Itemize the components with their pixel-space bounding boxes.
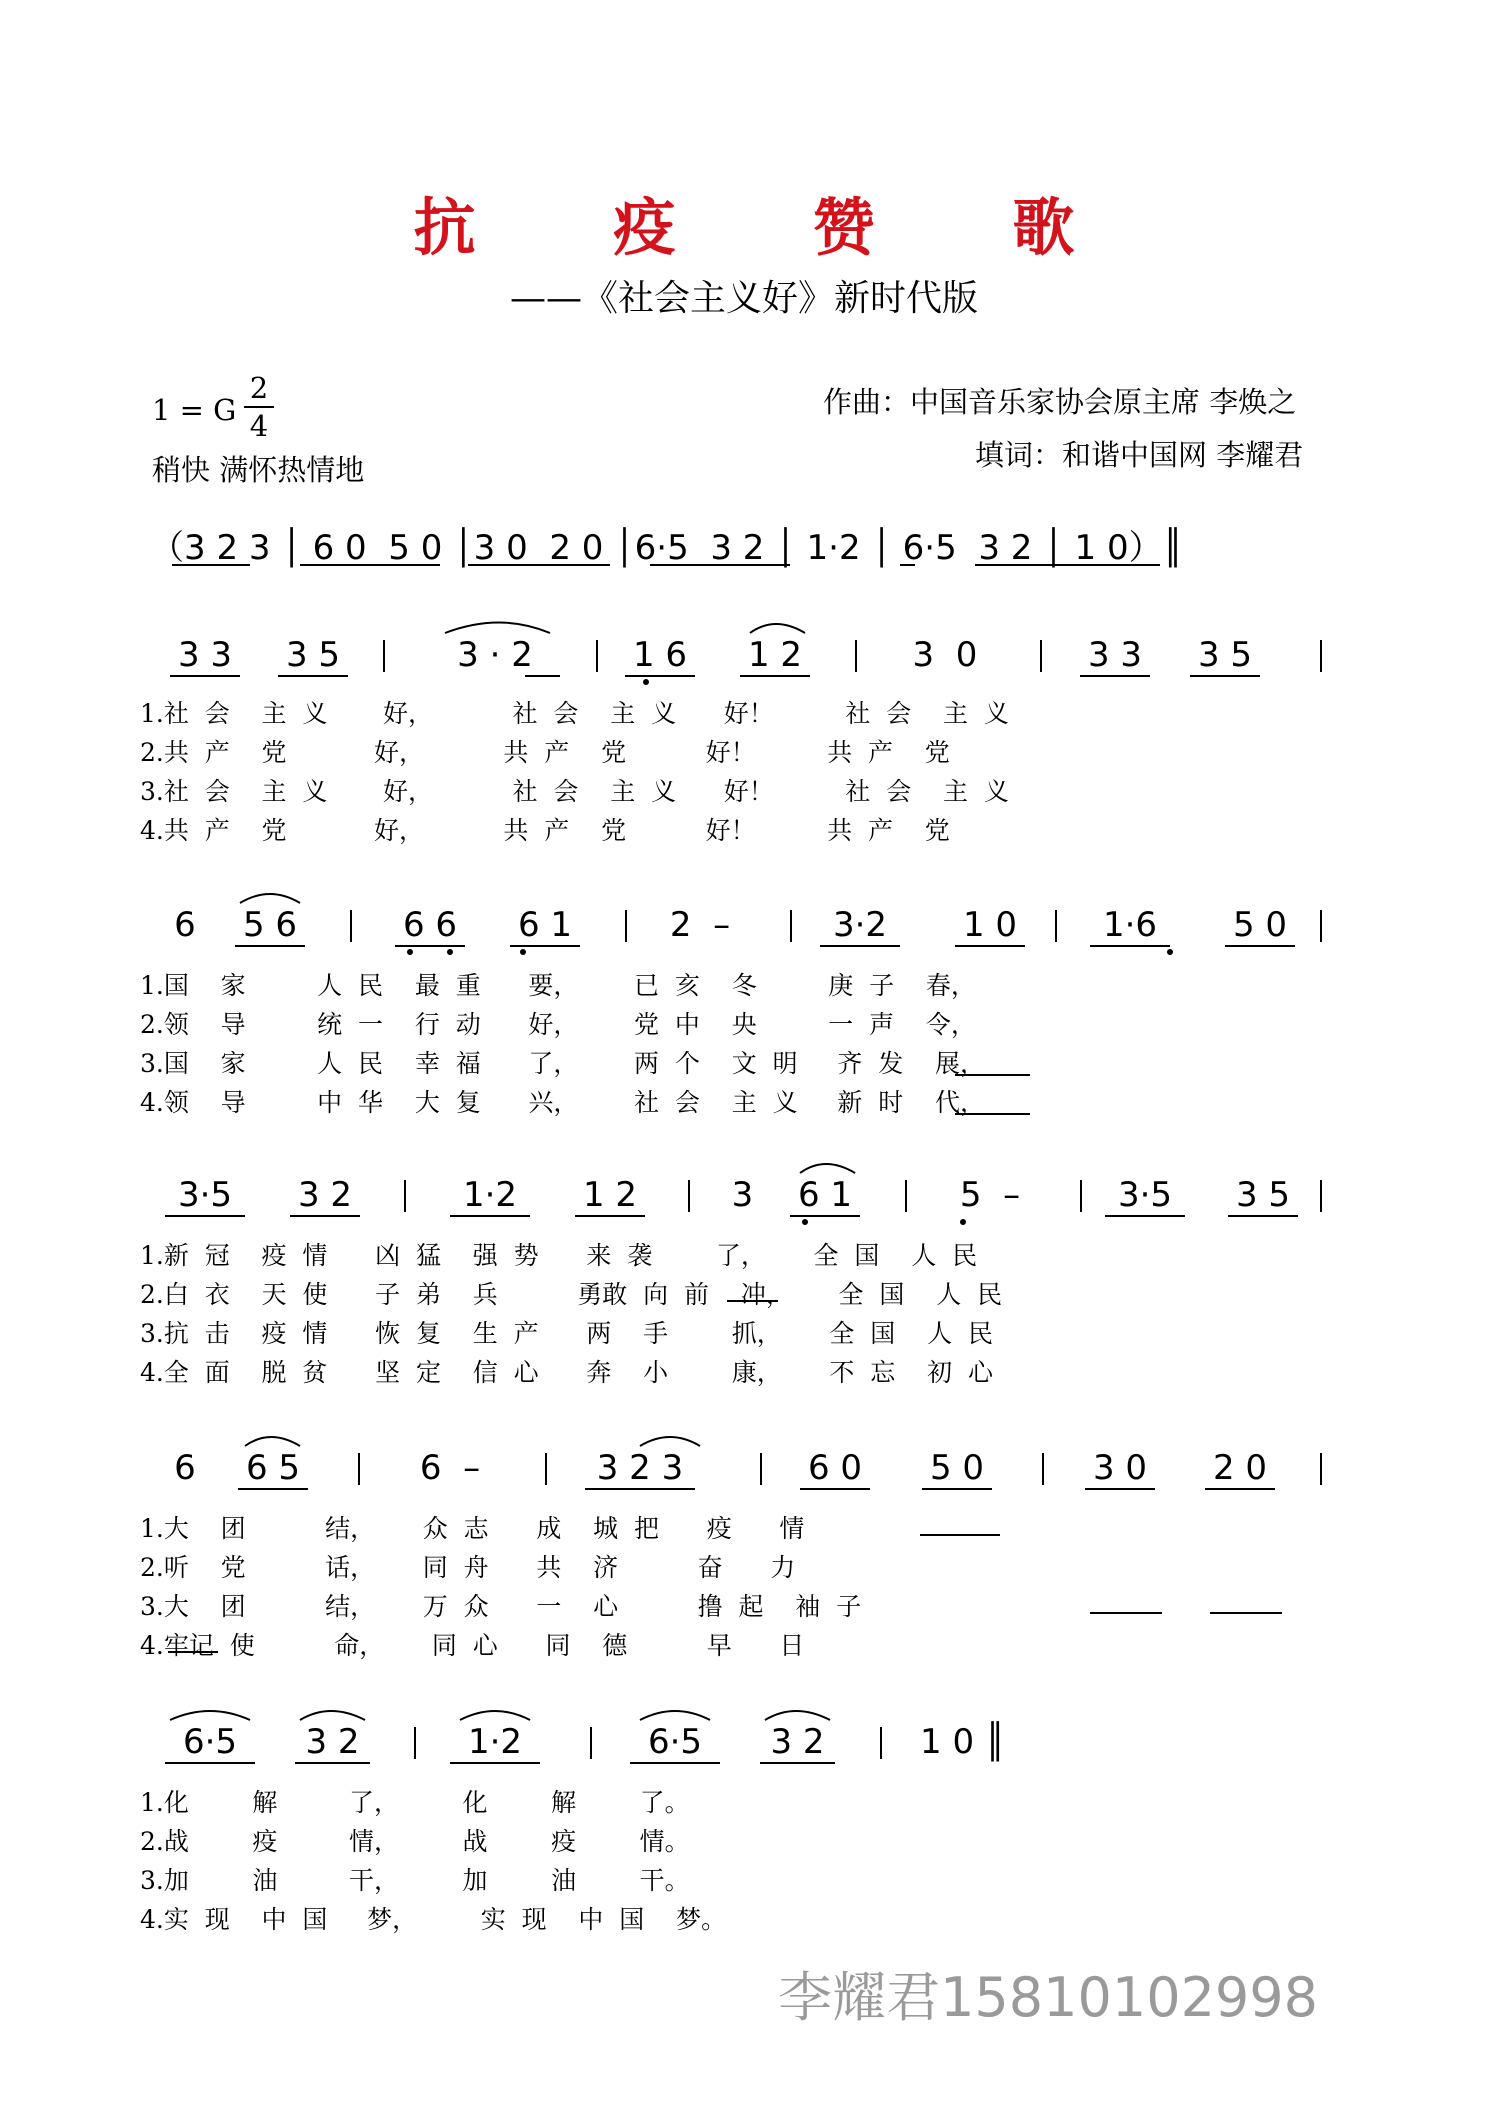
lyric-verse-3: 3.加 油 干， 加 油 干。 bbox=[140, 1866, 690, 1895]
note-group: 6 5 bbox=[245, 1448, 301, 1488]
note-group: 3 0 bbox=[912, 635, 978, 675]
song-subtitle: ——《社会主义好》新时代版 bbox=[509, 278, 978, 319]
note-group: 6 bbox=[174, 905, 196, 945]
note-group: 1·2 bbox=[462, 1175, 518, 1215]
note-group: 1 6 bbox=[632, 635, 688, 675]
lyric-verse-4: 4.领 导 中 华 大 复 兴， 社 会 主 义 新 时 代， bbox=[140, 1088, 986, 1117]
note-group: 6 1 bbox=[517, 905, 573, 945]
note-group: 3·5 bbox=[1117, 1175, 1173, 1215]
composer-credit: 作曲：中国音乐家协会原主席 李焕之 bbox=[823, 385, 1297, 419]
lyric-verse-2: 2.白 衣 天 使 子 弟 兵 勇敢 向 前 冲， 全 国 人 民 bbox=[140, 1280, 1003, 1309]
note-group: 3 5 bbox=[1197, 635, 1253, 675]
lyric-verse-1: 1.化 解 了， 化 解 了。 bbox=[140, 1788, 690, 1817]
lyric-verse-1: 1.新 冠 疫 情 凶 猛 强 势 来 袭 了， 全 国 人 民 bbox=[140, 1241, 978, 1270]
note-group: 5 – bbox=[959, 1175, 1021, 1215]
watermark: 李耀君15810102998 bbox=[778, 1966, 1318, 2029]
lyric-verse-2: 2.共 产 党 好， 共 产 党 好！ 共 产 党 bbox=[140, 738, 950, 767]
note-group: 1·6 bbox=[1102, 905, 1158, 945]
note-group: 2 0 bbox=[1212, 1448, 1268, 1488]
lyricist-credit: 填词：和谐中国网 李耀君 bbox=[975, 438, 1304, 472]
note-group: 6 0 bbox=[807, 1448, 863, 1488]
note-group: 3 5 bbox=[1235, 1175, 1291, 1215]
note-group: 5 0 bbox=[929, 1448, 985, 1488]
tempo-marking: 稍快 满怀热情地 bbox=[152, 453, 365, 487]
lyric-verse-4: 4.全 面 脱 贫 坚 定 信 心 奔 小 康， 不 忘 初 心 bbox=[140, 1358, 993, 1387]
lyric-verse-3: 3.抗 击 疫 情 恢 复 生 产 两 手 抓， 全 国 人 民 bbox=[140, 1319, 993, 1348]
note-group: 3 5 bbox=[285, 635, 341, 675]
lyric-verse-1: 1.大 团 结， 众 志 成 城 把 疫 情 bbox=[140, 1514, 805, 1543]
note-group: 5 6 bbox=[242, 905, 298, 945]
note-group: 3 3 bbox=[1087, 635, 1143, 675]
note-group: 6·5 bbox=[182, 1722, 238, 1762]
note-group: 3 2 3 bbox=[596, 1448, 684, 1488]
lyric-verse-1: 1.国 家 人 民 最 重 要， 已 亥 冬 庚 子 春， bbox=[140, 971, 976, 1000]
note-group: 3 3 bbox=[177, 635, 233, 675]
note-group: 6 6 bbox=[402, 905, 458, 945]
note-group: 1 0 ║ bbox=[920, 1722, 1006, 1762]
time-signature-bottom: 4 bbox=[249, 409, 269, 443]
lyric-verse-1: 1.社 会 主 义 好， 社 会 主 义 好！ 社 会 主 义 bbox=[140, 699, 1009, 728]
lyric-verse-3: 3.国 家 人 民 幸 福 了， 两 个 文 明 齐 发 展， bbox=[140, 1049, 986, 1078]
lyric-verse-2: 2.战 疫 情， 战 疫 情。 bbox=[140, 1827, 690, 1856]
note-group: 1 2 bbox=[582, 1175, 638, 1215]
note-group: 1 0 bbox=[962, 905, 1018, 945]
lyric-verse-4: 4.牢记 使 命， 同 心 同 德 早 日 bbox=[140, 1631, 805, 1660]
lyric-verse-2: 2.领 导 统 一 行 动 好， 党 中 央 一 声 令， bbox=[140, 1010, 976, 1039]
note-group: 6 – bbox=[419, 1448, 481, 1488]
note-group: 3 · 2 bbox=[457, 635, 533, 675]
note-group: 3 bbox=[731, 1175, 754, 1215]
lyric-verse-3: 3.社 会 主 义 好， 社 会 主 义 好！ 社 会 主 义 bbox=[140, 777, 1009, 806]
lyric-verse-4: 4.共 产 党 好， 共 产 党 好！ 共 产 党 bbox=[140, 816, 950, 845]
note-group: 3·2 bbox=[832, 905, 888, 945]
time-signature-top: 2 bbox=[249, 371, 269, 405]
note-group: 3 2 bbox=[770, 1722, 825, 1762]
note-group: 6 1 bbox=[797, 1175, 853, 1215]
note-group: 3·5 bbox=[177, 1175, 233, 1215]
note-group: 6 bbox=[174, 1448, 196, 1488]
lyric-verse-4: 4.实 现 中 国 梦， 实 现 中 国 梦。 bbox=[140, 1905, 727, 1934]
lyric-verse-2: 2.听 党 话， 同 舟 共 济 奋 力 bbox=[140, 1553, 796, 1582]
note-group: 3 0 bbox=[1092, 1448, 1148, 1488]
intro-line: （3 2 3 │ 6 0 5 0 │3 0 2 0 │6·5 3 2 │ 1·2 │ 6·5 3 2 │ 1 0）║ bbox=[150, 528, 1184, 568]
note-group: 6·5 bbox=[647, 1722, 703, 1762]
note-group: 3 2 bbox=[297, 1175, 353, 1215]
note-group: 5 0 bbox=[1232, 905, 1288, 945]
note-group: 3 2 bbox=[305, 1722, 360, 1762]
note-group: 1·2 bbox=[467, 1722, 523, 1762]
key-signature: 1 = G bbox=[152, 393, 237, 427]
note-group: 1 2 bbox=[747, 635, 803, 675]
song-title: 抗 疫 赞 歌 bbox=[413, 191, 1133, 264]
lyric-verse-3: 3.大 团 结， 万 众 一 心 撸 起 袖 子 bbox=[140, 1592, 862, 1621]
note-group: 2 – bbox=[669, 905, 731, 945]
